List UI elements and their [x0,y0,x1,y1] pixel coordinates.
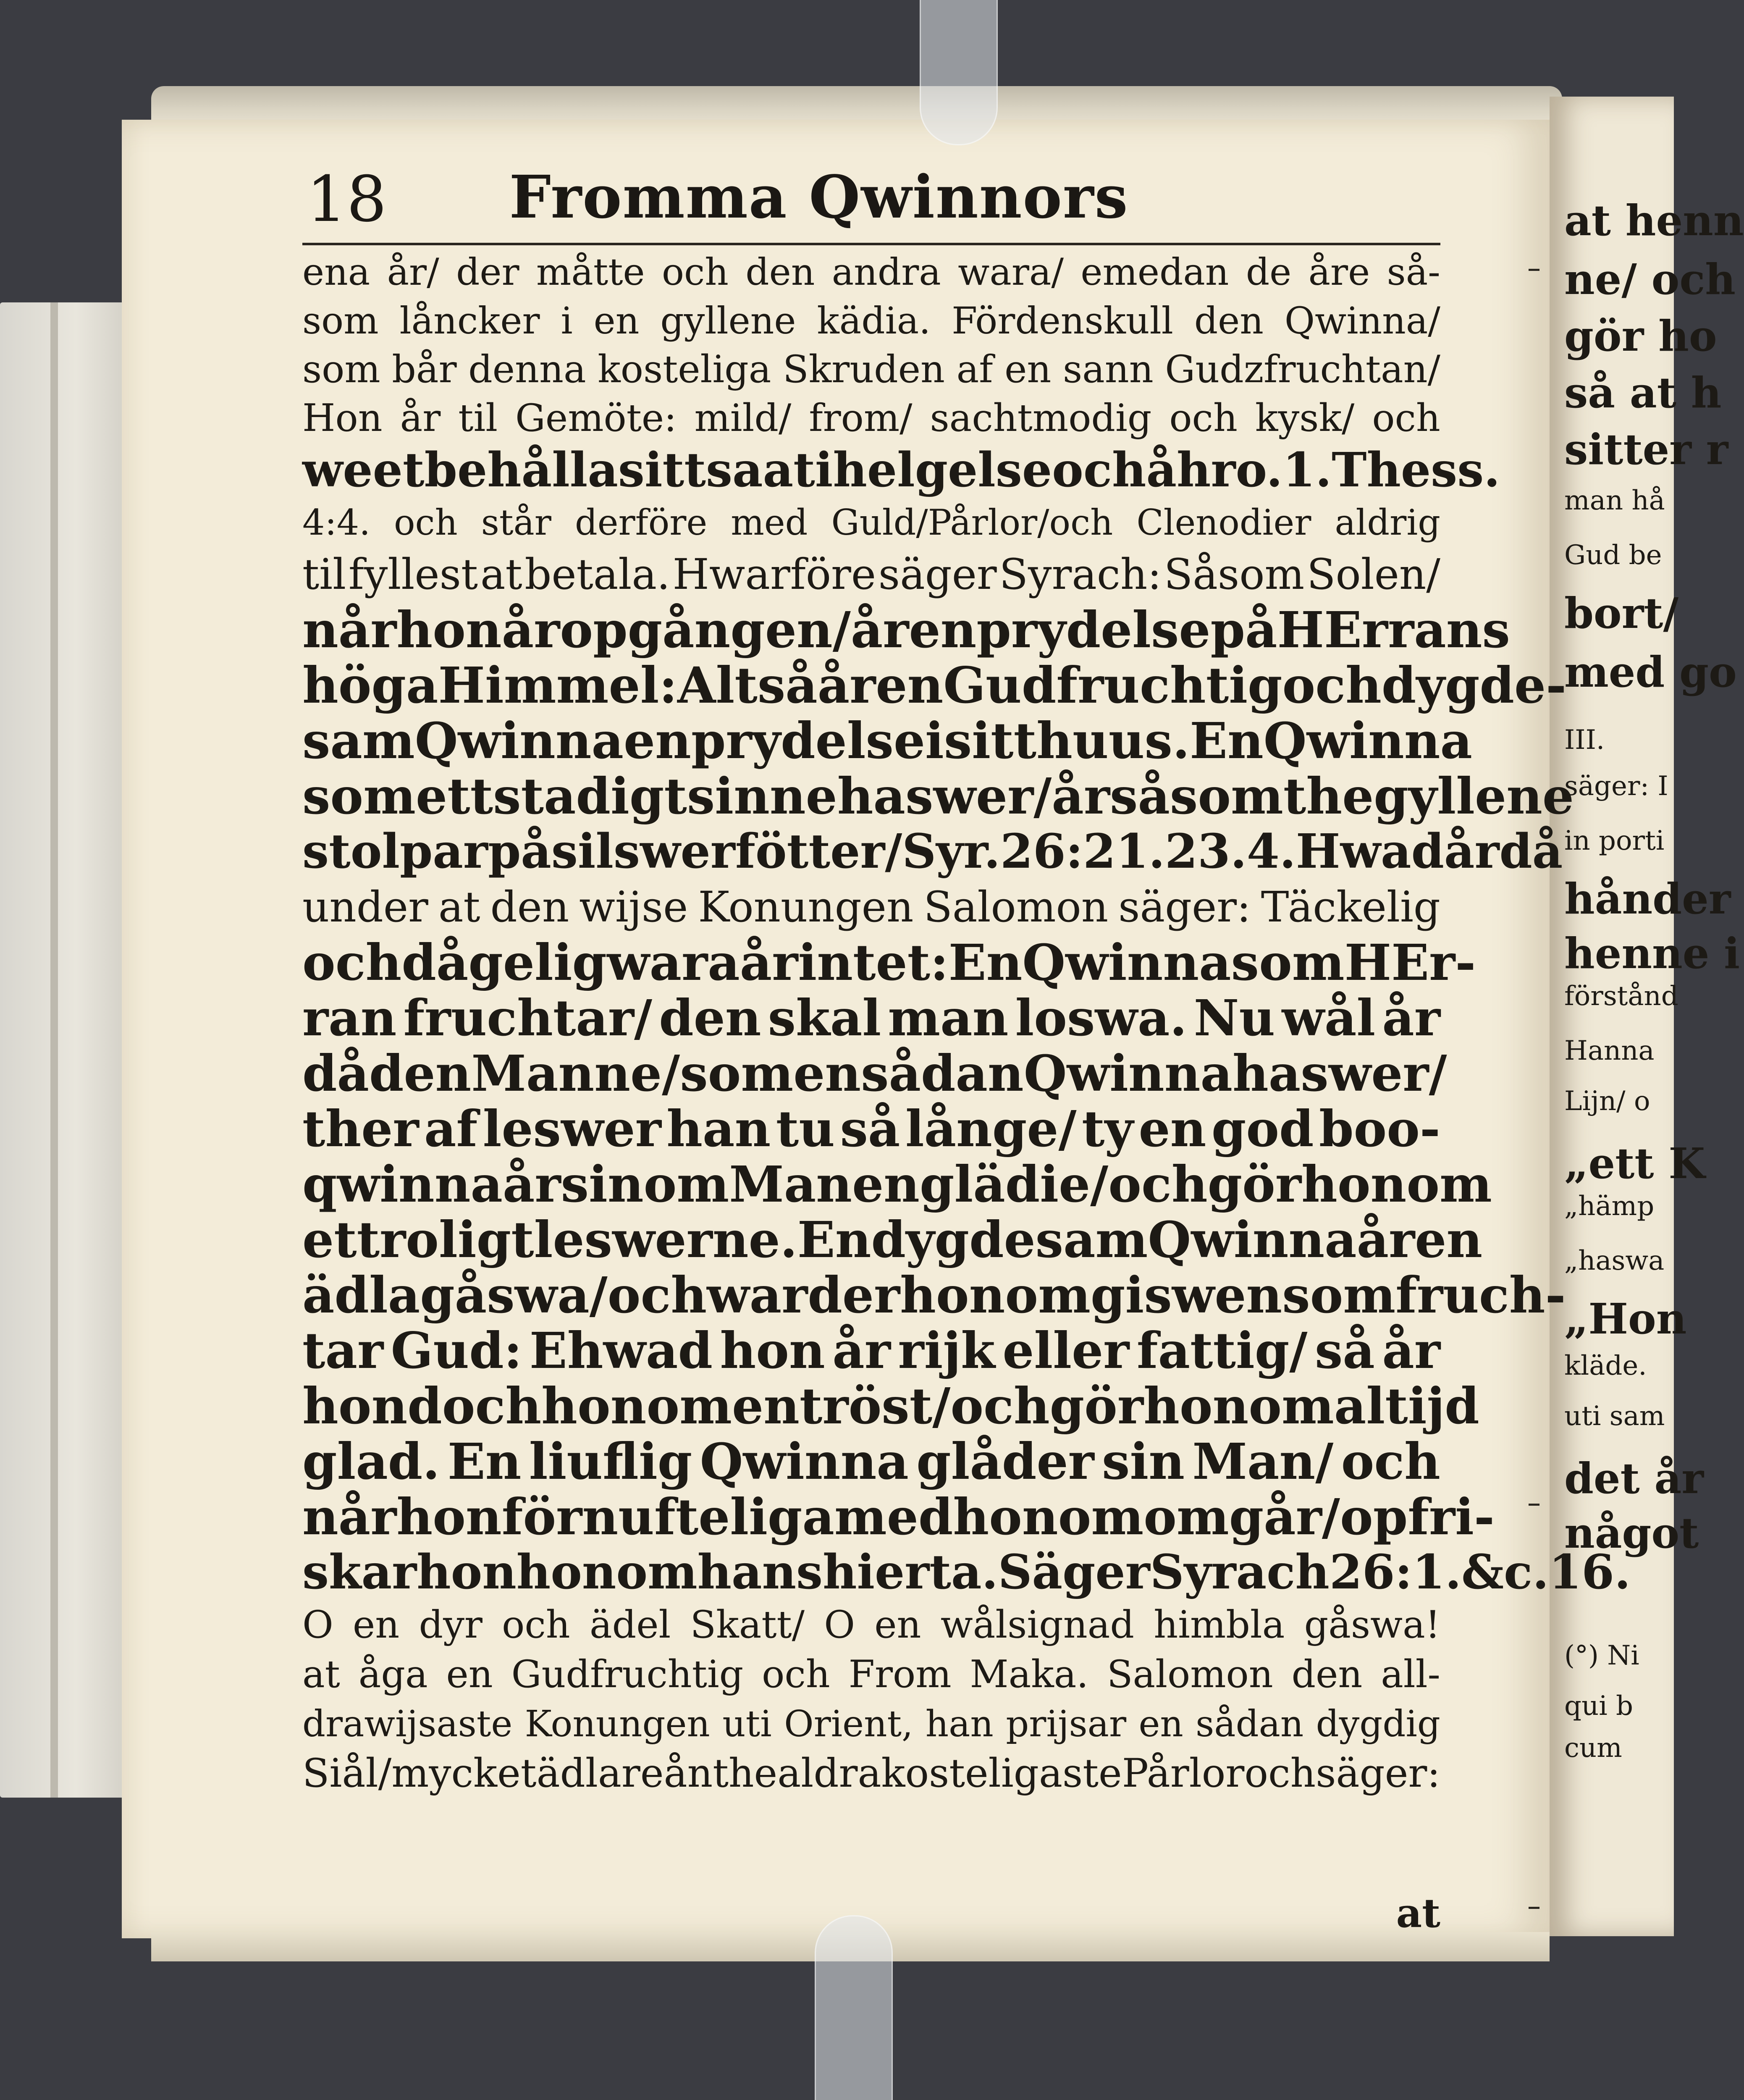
text-line: som bår denna kosteliga Skruden af en sann Gudzfruchtan/ [302,347,1440,391]
text-line: som ett stadigt sinne haswer/ år såsom the gyllene [302,767,1574,825]
facing-text-line: kläde. [1564,1350,1647,1381]
facing-text-line: man hå [1564,485,1665,516]
text-line: under at den wijse Konungen Salomon säger: Täckelig [302,882,1440,932]
facing-text-line: „hämp [1564,1191,1655,1222]
text-line: når hon år opgången/ år en prydelse på HErrans [302,601,1510,659]
page-clip-bottom [815,1915,893,2100]
text-line: O en dyr och ädel Skatt/ O en wålsignad himbla gåswa! [302,1603,1440,1647]
text-line: Siål/ mycket ädlare ån the aldrakosteligaste Pårlor och säger: [302,1751,1440,1796]
text-line: stolpar på silswer fötter/ Syr.26:21.23.4. Hwad år då [302,824,1563,879]
text-line: Hon år til Gemöte: mild/ from/ sachtmodig och kysk/ och [302,396,1440,440]
facing-text-line: henne i [1564,929,1740,978]
running-title: Fromma Qwinnors [509,163,1129,232]
margin-mark [1529,269,1539,271]
text-line: qwinna år sinom Man en glädie/ och gör honom [302,1155,1492,1213]
facing-text-line: något [1564,1508,1699,1558]
facing-text-line: „haswa [1564,1245,1665,1276]
margin-mark [1529,1504,1539,1506]
text-line: ther af leswer han tu så långe/ ty en god boo- [302,1100,1440,1158]
facing-text-line: säger: I [1564,771,1668,802]
text-line: tar Gud: Ehwad hon år rijk eller fattig/ så år [302,1321,1440,1380]
text-line: sam Qwinna en prydelse i sitt huus. En Qwinna [302,711,1473,770]
facing-text-line: cum [1564,1732,1622,1764]
page-clip-top [920,0,998,145]
facing-text-line: qui b [1564,1690,1633,1722]
text-line: som låncker i en gyllene kädia. Fördenskull den Qwinna/ [302,299,1440,342]
facing-text-line: Lijn/ o [1564,1086,1650,1117]
text-line: och dågelig wara år intet: En Qwinna som HEr- [302,933,1476,992]
facing-text-line: ne/ och [1564,255,1736,304]
adjacent-book-edge [0,302,139,1798]
facing-text-line: Gud be [1564,540,1662,571]
facing-page-fragment [1550,97,1744,1936]
text-line: höga Himmel: Altså år en Gudfruchtig och dygde- [302,656,1567,714]
text-line: ena år/ der måtte och den andra wara/ emedan de åre så- [302,250,1440,294]
text-line: 4:4. och står derföre med Guld/Pårlor/och Clenodier aldrig [302,502,1440,543]
facing-text-line: bort/ [1564,588,1679,638]
page-stack-top-edge [151,86,1562,124]
header-rule [302,243,1440,245]
text-line: glad. En liuflig Qwinna glåder sin Man/ och [302,1432,1440,1491]
facing-text-line: in porti [1564,825,1665,856]
facing-text-line: med go [1564,647,1737,697]
text-line: skar hon honom hans hierta. Säger Syrach 26:1.&c.16. [302,1545,1631,1600]
catchword: at [1396,1890,1440,1937]
text-line: weet behålla sitt saat i helgelse och åhro. 1. Thess. [302,443,1500,498]
text-line: til fyllest at betala. Hwarföre säger Syrach: Såsom Solen/ [302,550,1440,599]
facing-text-line: förstånd [1564,981,1678,1012]
facing-text-line: (°) Ni [1564,1640,1639,1671]
facing-text-line: uti sam [1564,1401,1665,1432]
text-line: at åga en Gudfruchtig och From Maka. Salomon den all- [302,1652,1440,1696]
text-line: når hon förnufteliga med honom omgår/ opfri- [302,1488,1495,1546]
facing-text-line: III. [1564,724,1605,756]
facing-text-line: Hanna [1564,1035,1655,1066]
page-number: 18 [307,163,387,236]
text-line: då den Manne/ som en sådan Qwinna haswer/ [302,1044,1447,1102]
facing-text-line: så at h [1564,368,1722,417]
facing-text-line: det år [1564,1454,1704,1503]
book-spine [50,302,58,1798]
text-line: ett roligt leswerne. En dygdesam Qwinna år en [302,1210,1483,1269]
text-line: ran fruchtar/ den skal man loswa. Nu wål år [302,989,1440,1047]
facing-text-line: at henn [1564,196,1744,245]
facing-text-line: hånder [1564,874,1731,924]
facing-text-line: sitter r [1564,425,1728,474]
facing-text-line: „ett K [1564,1139,1705,1188]
margin-mark [1529,1907,1539,1909]
facing-text-line: gör ho [1564,311,1717,361]
text-line: ädla gåswa/ och warder honom giswen som fruch- [302,1266,1566,1324]
page-header [307,163,1331,239]
text-line: drawijsaste Konungen uti Orient, han prijsar en sådan dygdig [302,1703,1440,1745]
text-line: hon doch honom en tröst/ och gör honom altijd [302,1377,1479,1435]
facing-text-line: „Hon [1564,1294,1687,1344]
